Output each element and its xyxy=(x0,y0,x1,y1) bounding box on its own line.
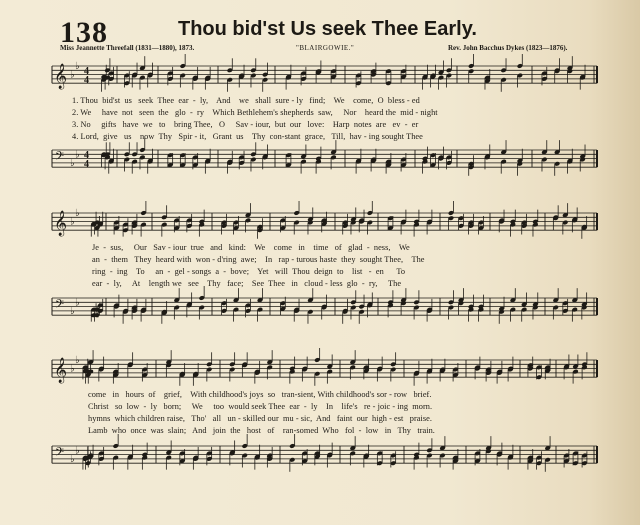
bass-clef: 𝄢 xyxy=(55,446,65,462)
hymn-number: 138 xyxy=(60,16,108,49)
author-credit: Rev. John Bacchus Dykes (1823—1876). xyxy=(448,44,568,52)
time-signature: 4 xyxy=(84,159,89,170)
flat-sign: ♭ xyxy=(70,453,75,465)
bass-clef: 𝄢 xyxy=(55,298,65,314)
lyric-line: Lamb who once was slain; And join the host of ran-somed Who fol - low in Thy train. xyxy=(88,426,435,435)
bass-clef: 𝄢 xyxy=(55,150,65,166)
time-signature: 4 xyxy=(84,66,89,77)
lyric-line: 2. We have not seen the glo - ry Which Bethlehem's shepherds saw, Nor heard the mid - night xyxy=(72,108,438,117)
treble-clef: 𝄞 xyxy=(54,64,68,89)
lyric-line: 3. No gifts have we to bring Thee, O Sav - iour, but our love: Harp notes are ev - er xyxy=(72,120,419,129)
flat-sign: ♭ xyxy=(75,297,80,309)
hymn-title: Thou bid'st Us seek Thee Early. xyxy=(178,18,477,40)
flat-sign: ♭ xyxy=(75,149,80,161)
flat-sign: ♭ xyxy=(75,208,80,219)
tune-name: "BLAIRGOWIE." xyxy=(296,44,355,52)
flat-sign: ♭ xyxy=(70,216,75,228)
lyric-line: 4. Lord, give us now Thy Spir - it, Grant us Thy con-stant grace, Till, hav - ing sought Thee xyxy=(72,132,423,141)
lyric-line: Je - sus, Our Sav - iour true and kind: We come in time of glad - ness, We xyxy=(92,243,410,252)
time-signature: 4 xyxy=(84,75,89,86)
flat-sign: ♭ xyxy=(70,157,75,169)
lyric-line: hymns which children raise, Tho' all un - skilled our mu - sic, And faint our high - est praise. xyxy=(88,414,433,423)
flat-sign: ♭ xyxy=(75,355,80,366)
treble-clef: 𝄞 xyxy=(54,358,68,383)
lyric-line: ring - ing To an - gel - songs a - bove; Yet will Thou deign to list - en To xyxy=(92,267,406,276)
flat-sign: ♭ xyxy=(75,445,80,457)
treble-clef: 𝄞 xyxy=(54,211,68,236)
lyric-line: 1. Thou bid'st us seek Thee ear - ly, And we shall sure - ly find; We come, O bless - ed xyxy=(72,96,420,105)
lyric-line: come in hours of grief, With childhood's joys so tran-sient, With childhood's sor - row brief. xyxy=(88,390,432,399)
lyric-line: Christ so low - ly born; We too would seek Thee ear - ly In life's re - joic - ing morn. xyxy=(88,402,433,411)
flat-sign: ♭ xyxy=(70,305,75,317)
lyric-line: ear - ly, At length we see Thy face; See Thee in cloud - less glo - ry, The xyxy=(92,279,402,288)
time-signature: 4 xyxy=(84,150,89,161)
flat-sign: ♭ xyxy=(75,61,80,72)
lyric-line: an - them They heard with won - d'ring awe; In rap - turous haste they sought Thee, The xyxy=(92,255,425,264)
composer-credit: Miss Jeannette Threefall (1831—1880), 1873. xyxy=(60,44,195,52)
flat-sign: ♭ xyxy=(70,363,75,375)
flat-sign: ♭ xyxy=(70,69,75,81)
